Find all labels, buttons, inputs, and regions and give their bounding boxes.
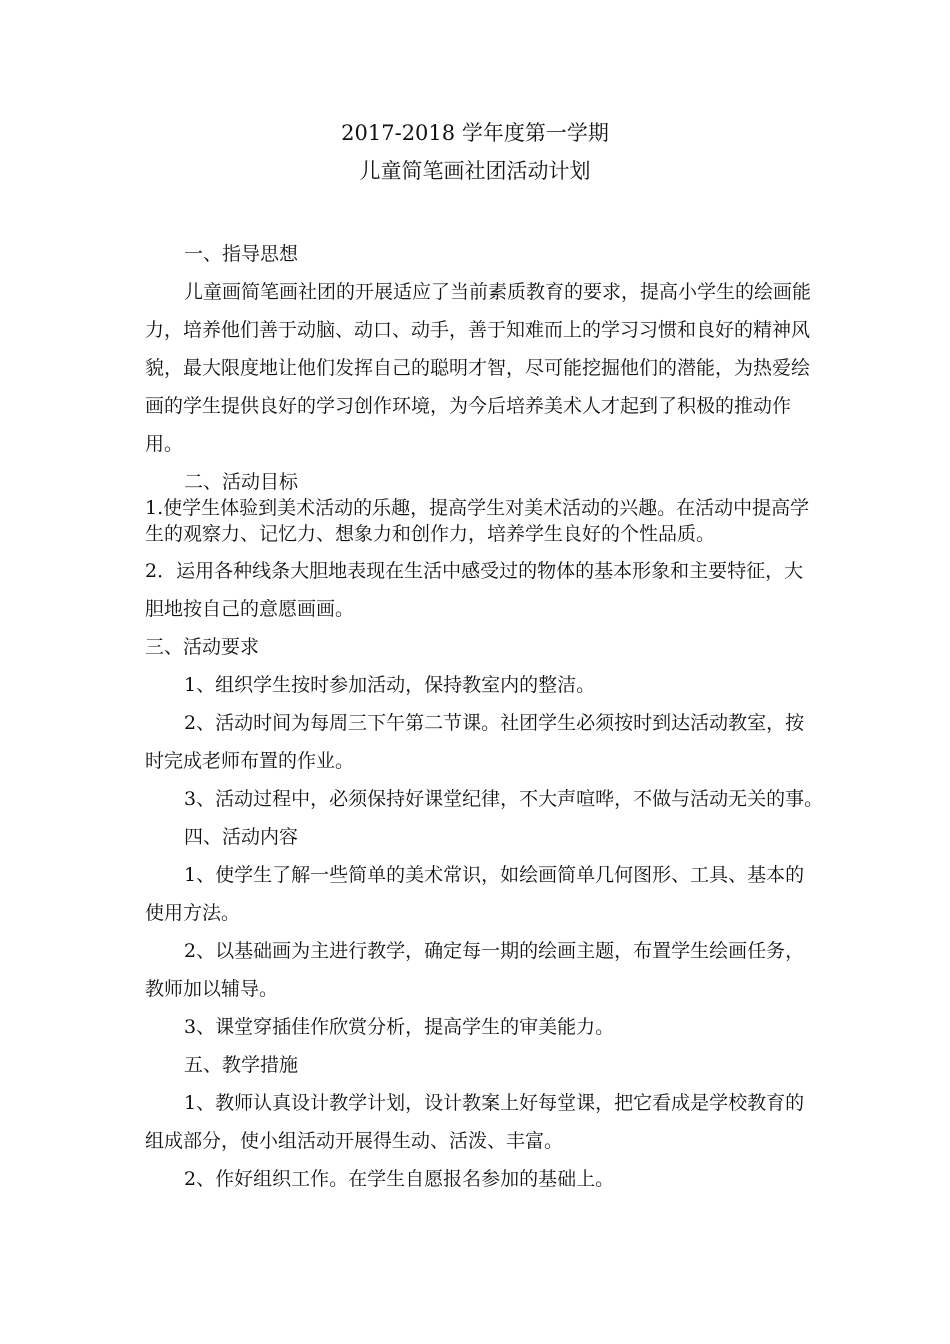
list-item-line: 3、课堂穿插佳作欣赏分析，提高学生的审美能力。 xyxy=(184,1016,615,1038)
section-heading-activity-requirements: 三、活动要求 xyxy=(145,636,260,658)
list-item-line: 胆地按自己的意愿画画。 xyxy=(145,598,355,620)
section-heading-guiding-thought: 一、指导思想 xyxy=(184,243,299,265)
paragraph-line: 力，培养他们善于动脑、动口、动手，善于知难而上的学习习惯和良好的精神风 xyxy=(145,319,811,341)
list-item-line: 使用方法。 xyxy=(145,902,241,924)
section-heading-activity-goals: 二、活动目标 xyxy=(184,471,299,493)
paragraph-line: 儿童画简笔画社团的开展适应了当前素质教育的要求，提高小学生的绘画能 xyxy=(184,281,812,303)
paragraph-line: 用。 xyxy=(145,433,184,455)
list-item-line: 2、以基础画为主进行教学，确定每一期的绘画主题，布置学生绘画任务， xyxy=(184,940,805,962)
list-item-line: 1、教师认真设计教学计划，设计教案上好每堂课，把它看成是学校教育的 xyxy=(184,1092,805,1114)
document-title-main: 儿童简笔画社团活动计划 xyxy=(359,159,591,183)
list-item-line: 时完成老师布置的作业。 xyxy=(145,750,355,772)
list-item-line: 1、使学生了解一些简单的美术常识，如绘画简单几何图形、工具、基本的 xyxy=(184,864,805,886)
list-item-line: 教师加以辅导。 xyxy=(145,978,279,1000)
document-title-year: 2017-2018 学年度第一学期 xyxy=(341,121,609,145)
paragraph-line: 画的学生提供良好的学习创作环境，为今后培养美术人才起到了积极的推动作 xyxy=(145,395,792,417)
list-item-line: 3、活动过程中，必须保持好课堂纪律，不大声喧哗，不做与活动无关的事。 xyxy=(184,788,824,810)
section-heading-teaching-measures: 五、教学措施 xyxy=(184,1054,299,1076)
list-item-line: 2、活动时间为每周三下午第二节课。社团学生必须按时到达活动教室，按 xyxy=(184,712,805,734)
list-item-line: 组成部分，使小组活动开展得生动、活泼、丰富。 xyxy=(145,1130,564,1152)
list-item-line: 2、作好组织工作。在学生自愿报名参加的基础上。 xyxy=(184,1168,615,1190)
section-heading-activity-content: 四、活动内容 xyxy=(184,826,299,848)
list-item-line: 1.使学生体验到美术活动的乐趣，提高学生对美术活动的兴趣。在活动中提高学 xyxy=(145,497,810,519)
list-item-line: 1、组织学生按时参加活动，保持教室内的整洁。 xyxy=(184,674,596,696)
list-item-line: 生的观察力、记忆力、想象力和创作力，培养学生良好的个性品质。 xyxy=(145,523,716,545)
list-item-line: 2．运用各种线条大胆地表现在生活中感受过的物体的基本形象和主要特征，大 xyxy=(145,560,804,582)
paragraph-line: 貌，最大限度地让他们发挥自己的聪明才智，尽可能挖掘他们的潜能，为热爱绘 xyxy=(145,357,811,379)
